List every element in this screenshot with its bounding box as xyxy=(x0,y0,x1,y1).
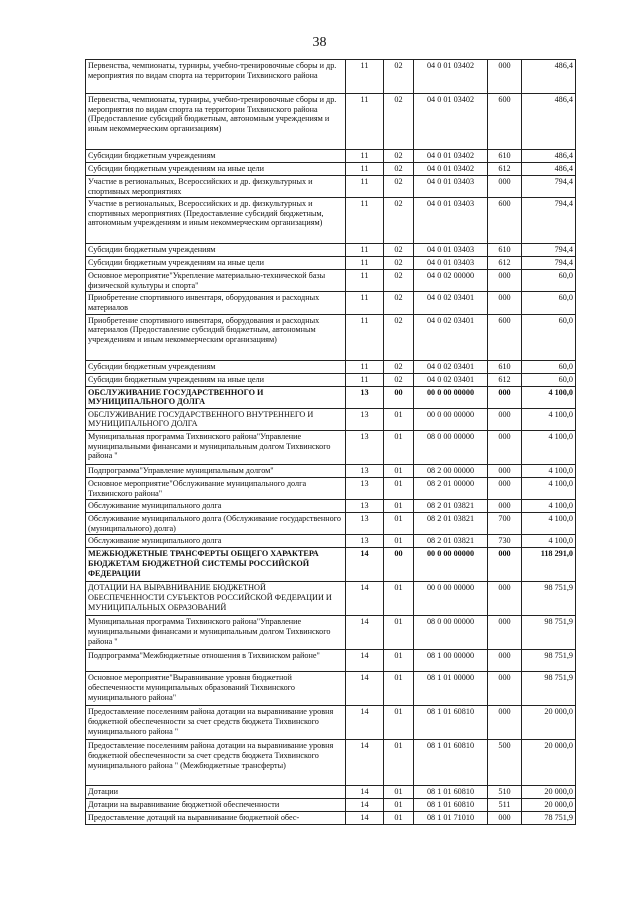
cell-pr: 02 xyxy=(384,163,414,176)
cell-sum: 60,0 xyxy=(522,292,576,314)
table-row xyxy=(86,548,576,582)
cell-name: Субсидии бюджетным учреждениям на иные цели xyxy=(86,163,346,176)
cell-csr: 00 0 00 00000 xyxy=(414,408,488,430)
cell-pr: 01 xyxy=(384,706,414,740)
cell-pr: 02 xyxy=(384,314,414,360)
cell-csr: 00 0 00 00000 xyxy=(414,582,488,616)
cell-vr: 000 xyxy=(488,706,522,740)
cell-vr: 610 xyxy=(488,150,522,163)
cell-rz: 13 xyxy=(346,535,384,548)
cell-rz: 11 xyxy=(346,94,384,150)
cell-csr: 08 1 01 60810 xyxy=(414,799,488,812)
cell-vr: 000 xyxy=(488,176,522,198)
cell-vr: 000 xyxy=(488,408,522,430)
cell-pr: 02 xyxy=(384,60,414,94)
cell-csr: 04 0 01 03402 xyxy=(414,94,488,150)
cell-rz: 14 xyxy=(346,799,384,812)
cell-vr: 610 xyxy=(488,244,522,257)
cell-csr: 08 1 01 60810 xyxy=(414,786,488,799)
cell-csr: 04 0 02 03401 xyxy=(414,360,488,373)
cell-csr: 08 1 01 71010 xyxy=(414,812,488,825)
cell-pr: 02 xyxy=(384,373,414,386)
cell-rz: 11 xyxy=(346,198,384,244)
cell-rz: 13 xyxy=(346,464,384,477)
cell-rz: 11 xyxy=(346,373,384,386)
cell-rz: 14 xyxy=(346,812,384,825)
cell-vr: 612 xyxy=(488,163,522,176)
cell-pr: 02 xyxy=(384,257,414,270)
cell-csr: 00 0 00 00000 xyxy=(414,386,488,408)
cell-sum: 4 100,0 xyxy=(522,430,576,464)
cell-rz: 13 xyxy=(346,513,384,535)
cell-name: Основное мероприятие"Обслуживание муниципального долга Тихвинского района" xyxy=(86,477,346,499)
cell-vr: 000 xyxy=(488,386,522,408)
cell-name: ОБСЛУЖИВАНИЕ ГОСУДАРСТВЕННОГО ВНУТРЕННЕГО И МУНИЦИПАЛЬНОГО ДОЛГА xyxy=(86,408,346,430)
table-row xyxy=(86,176,576,198)
cell-pr: 02 xyxy=(384,150,414,163)
cell-name: Субсидии бюджетным учреждениям xyxy=(86,244,346,257)
cell-csr: 08 2 00 00000 xyxy=(414,464,488,477)
cell-pr: 01 xyxy=(384,582,414,616)
cell-vr: 000 xyxy=(488,616,522,650)
cell-vr: 000 xyxy=(488,548,522,582)
table-row xyxy=(86,386,576,408)
cell-name: ОБСЛУЖИВАНИЕ ГОСУДАРСТВЕННОГО И МУНИЦИПАЛЬНОГО ДОЛГА xyxy=(86,386,346,408)
table-row xyxy=(86,408,576,430)
cell-csr: 08 1 01 00000 xyxy=(414,672,488,706)
cell-csr: 08 2 01 03821 xyxy=(414,500,488,513)
cell-sum: 794,4 xyxy=(522,257,576,270)
cell-rz: 11 xyxy=(346,176,384,198)
cell-pr: 01 xyxy=(384,740,414,786)
cell-pr: 02 xyxy=(384,94,414,150)
cell-vr: 600 xyxy=(488,314,522,360)
cell-vr: 000 xyxy=(488,464,522,477)
cell-sum: 98 751,9 xyxy=(522,616,576,650)
cell-pr: 01 xyxy=(384,513,414,535)
cell-sum: 4 100,0 xyxy=(522,464,576,477)
cell-name: Субсидии бюджетным учреждениям xyxy=(86,150,346,163)
table-row xyxy=(86,163,576,176)
cell-rz: 11 xyxy=(346,244,384,257)
cell-pr: 01 xyxy=(384,430,414,464)
cell-csr: 04 0 02 03401 xyxy=(414,314,488,360)
table-row xyxy=(86,740,576,786)
cell-rz: 11 xyxy=(346,314,384,360)
cell-sum: 794,4 xyxy=(522,198,576,244)
cell-csr: 04 0 01 03402 xyxy=(414,163,488,176)
cell-sum: 78 751,9 xyxy=(522,812,576,825)
table-row xyxy=(86,477,576,499)
cell-vr: 700 xyxy=(488,513,522,535)
cell-vr: 730 xyxy=(488,535,522,548)
table-row xyxy=(86,706,576,740)
cell-name: Предоставление поселениям района дотации на выравнивание уровня бюджетной обеспеченности за счет средств бюджета Тихвинского муниципального района " xyxy=(86,706,346,740)
cell-name: Предоставление дотаций на выравнивание бюджетной обес- xyxy=(86,812,346,825)
table-row xyxy=(86,314,576,360)
cell-sum: 4 100,0 xyxy=(522,477,576,499)
cell-csr: 04 0 01 03402 xyxy=(414,150,488,163)
cell-csr: 08 0 00 00000 xyxy=(414,430,488,464)
cell-sum: 20 000,0 xyxy=(522,799,576,812)
cell-sum: 60,0 xyxy=(522,270,576,292)
cell-csr: 08 2 01 03821 xyxy=(414,535,488,548)
cell-name: Дотации xyxy=(86,786,346,799)
cell-vr: 612 xyxy=(488,373,522,386)
table-row xyxy=(86,799,576,812)
table-row xyxy=(86,150,576,163)
cell-rz: 13 xyxy=(346,477,384,499)
cell-name: Обслуживание муниципального долга xyxy=(86,535,346,548)
cell-name: Участие в региональных, Всероссийских и др. физкультурных и спортивных мероприятиях (Предоставление субсидий бюджетным, автономным учреждениям и иным некоммерческим организациям) xyxy=(86,198,346,244)
table-row xyxy=(86,672,576,706)
cell-vr: 612 xyxy=(488,257,522,270)
cell-pr: 01 xyxy=(384,408,414,430)
cell-pr: 02 xyxy=(384,360,414,373)
cell-sum: 98 751,9 xyxy=(522,672,576,706)
cell-rz: 13 xyxy=(346,500,384,513)
cell-name: Субсидии бюджетным учреждениям xyxy=(86,360,346,373)
cell-pr: 01 xyxy=(384,500,414,513)
cell-csr: 08 1 01 60810 xyxy=(414,740,488,786)
cell-sum: 98 751,9 xyxy=(522,582,576,616)
cell-rz: 11 xyxy=(346,257,384,270)
table-row xyxy=(86,650,576,672)
cell-rz: 14 xyxy=(346,740,384,786)
cell-name: ДОТАЦИИ НА ВЫРАВНИВАНИЕ БЮДЖЕТНОЙ ОБЕСПЕЧЕННОСТИ СУБЪЕКТОВ РОССИЙСКОЙ ФЕДЕРАЦИИ И МУНИЦИПАЛЬНЫХ ОБРАЗОВАНИЙ xyxy=(86,582,346,616)
cell-sum: 4 100,0 xyxy=(522,513,576,535)
cell-vr: 000 xyxy=(488,812,522,825)
cell-rz: 13 xyxy=(346,408,384,430)
table-row xyxy=(86,812,576,825)
cell-name: Предоставление поселениям района дотации на выравнивание уровня бюджетной обеспеченности за счет средств бюджета Тихвинского муниципального района " (Межбюджетные трансферты) xyxy=(86,740,346,786)
cell-rz: 13 xyxy=(346,386,384,408)
cell-sum: 794,4 xyxy=(522,244,576,257)
cell-pr: 01 xyxy=(384,650,414,672)
cell-pr: 02 xyxy=(384,244,414,257)
cell-sum: 4 100,0 xyxy=(522,500,576,513)
cell-pr: 01 xyxy=(384,799,414,812)
cell-vr: 000 xyxy=(488,292,522,314)
cell-name: Приобретение спортивного инвентаря, оборудования и расходных материалов xyxy=(86,292,346,314)
cell-csr: 04 0 02 00000 xyxy=(414,270,488,292)
cell-rz: 11 xyxy=(346,292,384,314)
cell-rz: 11 xyxy=(346,163,384,176)
cell-csr: 04 0 01 03403 xyxy=(414,176,488,198)
cell-csr: 04 0 01 03403 xyxy=(414,257,488,270)
cell-vr: 600 xyxy=(488,198,522,244)
cell-csr: 08 1 00 00000 xyxy=(414,650,488,672)
cell-sum: 4 100,0 xyxy=(522,408,576,430)
cell-name: МЕЖБЮДЖЕТНЫЕ ТРАНСФЕРТЫ ОБЩЕГО ХАРАКТЕРА БЮДЖЕТАМ БЮДЖЕТНОЙ СИСТЕМЫ РОССИЙСКОЙ ФЕДЕРАЦИИ xyxy=(86,548,346,582)
table-row xyxy=(86,257,576,270)
table-row xyxy=(86,360,576,373)
cell-rz: 14 xyxy=(346,616,384,650)
cell-name: Обслуживание муниципального долга (Обслуживание государственного (муниципального) долга) xyxy=(86,513,346,535)
cell-pr: 01 xyxy=(384,812,414,825)
cell-sum: 98 751,9 xyxy=(522,650,576,672)
cell-rz: 14 xyxy=(346,650,384,672)
cell-pr: 02 xyxy=(384,270,414,292)
cell-rz: 11 xyxy=(346,360,384,373)
cell-sum: 4 100,0 xyxy=(522,535,576,548)
cell-vr: 511 xyxy=(488,799,522,812)
table-row xyxy=(86,464,576,477)
cell-sum: 20 000,0 xyxy=(522,740,576,786)
cell-sum: 118 291,0 xyxy=(522,548,576,582)
cell-vr: 000 xyxy=(488,477,522,499)
cell-pr: 00 xyxy=(384,548,414,582)
table-row xyxy=(86,198,576,244)
cell-pr: 01 xyxy=(384,672,414,706)
cell-name: Первенства, чемпионаты, турниры, учебно-тренировочные сборы и др. мероприятия по видам спорта на территории Тихвинского района (Предоставление субсидий бюджетным, автономным учреждениям и иным некоммерческим организациям) xyxy=(86,94,346,150)
table-row xyxy=(86,60,576,94)
cell-sum: 486,4 xyxy=(522,60,576,94)
cell-csr: 08 1 01 60810 xyxy=(414,706,488,740)
cell-name: Участие в региональных, Всероссийских и др. физкультурных и спортивных мероприятиях xyxy=(86,176,346,198)
table-row xyxy=(86,582,576,616)
cell-rz: 14 xyxy=(346,706,384,740)
table-row xyxy=(86,513,576,535)
cell-rz: 14 xyxy=(346,786,384,799)
budget-table xyxy=(85,59,576,825)
cell-vr: 000 xyxy=(488,60,522,94)
cell-name: Дотации на выравнивание бюджетной обеспеченности xyxy=(86,799,346,812)
cell-name: Основное мероприятие"Укрепление материально-технической базы физической культуры и спорта" xyxy=(86,270,346,292)
cell-sum: 486,4 xyxy=(522,150,576,163)
cell-rz: 14 xyxy=(346,548,384,582)
table-row xyxy=(86,244,576,257)
cell-rz: 11 xyxy=(346,270,384,292)
cell-sum: 60,0 xyxy=(522,314,576,360)
cell-csr: 04 0 02 03401 xyxy=(414,373,488,386)
cell-pr: 01 xyxy=(384,477,414,499)
page-number: 38 xyxy=(312,35,327,50)
cell-csr: 04 0 01 03402 xyxy=(414,60,488,94)
cell-rz: 14 xyxy=(346,672,384,706)
cell-name: Обслуживание муниципального долга xyxy=(86,500,346,513)
table-row xyxy=(86,616,576,650)
cell-sum: 4 100,0 xyxy=(522,386,576,408)
cell-name: Муниципальная программа Тихвинского района"Управление муниципальными финансами и муниципальным долгом Тихвинского района " xyxy=(86,430,346,464)
cell-vr: 000 xyxy=(488,500,522,513)
cell-name: Субсидии бюджетным учреждениям на иные цели xyxy=(86,373,346,386)
table-row xyxy=(86,786,576,799)
table-row xyxy=(86,500,576,513)
cell-pr: 02 xyxy=(384,198,414,244)
cell-csr: 08 2 01 00000 xyxy=(414,477,488,499)
table-row xyxy=(86,94,576,150)
cell-vr: 500 xyxy=(488,740,522,786)
cell-rz: 13 xyxy=(346,430,384,464)
cell-name: Муниципальная программа Тихвинского района"Управление муниципальными финансами и муниципальным долгом Тихвинского района " xyxy=(86,616,346,650)
cell-pr: 02 xyxy=(384,292,414,314)
cell-pr: 01 xyxy=(384,616,414,650)
cell-csr: 00 0 00 00000 xyxy=(414,548,488,582)
table-row xyxy=(86,430,576,464)
cell-rz: 11 xyxy=(346,150,384,163)
cell-vr: 000 xyxy=(488,270,522,292)
cell-vr: 000 xyxy=(488,672,522,706)
table-row xyxy=(86,292,576,314)
cell-sum: 20 000,0 xyxy=(522,786,576,799)
cell-name: Субсидии бюджетным учреждениям на иные цели xyxy=(86,257,346,270)
cell-sum: 20 000,0 xyxy=(522,706,576,740)
cell-pr: 00 xyxy=(384,386,414,408)
cell-name: Первенства, чемпионаты, турниры, учебно-тренировочные сборы и др. мероприятия по видам спорта на территории Тихвинского района xyxy=(86,60,346,94)
cell-pr: 01 xyxy=(384,535,414,548)
cell-vr: 600 xyxy=(488,94,522,150)
cell-vr: 510 xyxy=(488,786,522,799)
cell-name: Приобретение спортивного инвентаря, оборудования и расходных материалов (Предоставление субсидий бюджетным, автономным учреждениям и иным некоммерческим организациям) xyxy=(86,314,346,360)
cell-vr: 000 xyxy=(488,430,522,464)
cell-pr: 01 xyxy=(384,786,414,799)
cell-name: Подпрограмма"Управление муниципальным долгом" xyxy=(86,464,346,477)
cell-name: Подпрограмма"Межбюджетные отношения в Тихвинском районе" xyxy=(86,650,346,672)
cell-name: Основное мероприятие"Выравнивание уровня бюджетной обеспеченности муниципальных образований Тихвинского муниципального района" xyxy=(86,672,346,706)
cell-rz: 14 xyxy=(346,582,384,616)
cell-sum: 60,0 xyxy=(522,360,576,373)
cell-sum: 486,4 xyxy=(522,94,576,150)
cell-rz: 11 xyxy=(346,60,384,94)
cell-vr: 000 xyxy=(488,650,522,672)
cell-csr: 04 0 02 03401 xyxy=(414,292,488,314)
cell-csr: 08 2 01 03821 xyxy=(414,513,488,535)
table-row xyxy=(86,270,576,292)
table-row xyxy=(86,535,576,548)
cell-csr: 08 0 00 00000 xyxy=(414,616,488,650)
cell-sum: 486,4 xyxy=(522,163,576,176)
cell-csr: 04 0 01 03403 xyxy=(414,244,488,257)
cell-vr: 000 xyxy=(488,582,522,616)
cell-sum: 794,4 xyxy=(522,176,576,198)
cell-pr: 02 xyxy=(384,176,414,198)
cell-csr: 04 0 01 03403 xyxy=(414,198,488,244)
cell-pr: 01 xyxy=(384,464,414,477)
cell-vr: 610 xyxy=(488,360,522,373)
cell-sum: 60,0 xyxy=(522,373,576,386)
table-row xyxy=(86,373,576,386)
